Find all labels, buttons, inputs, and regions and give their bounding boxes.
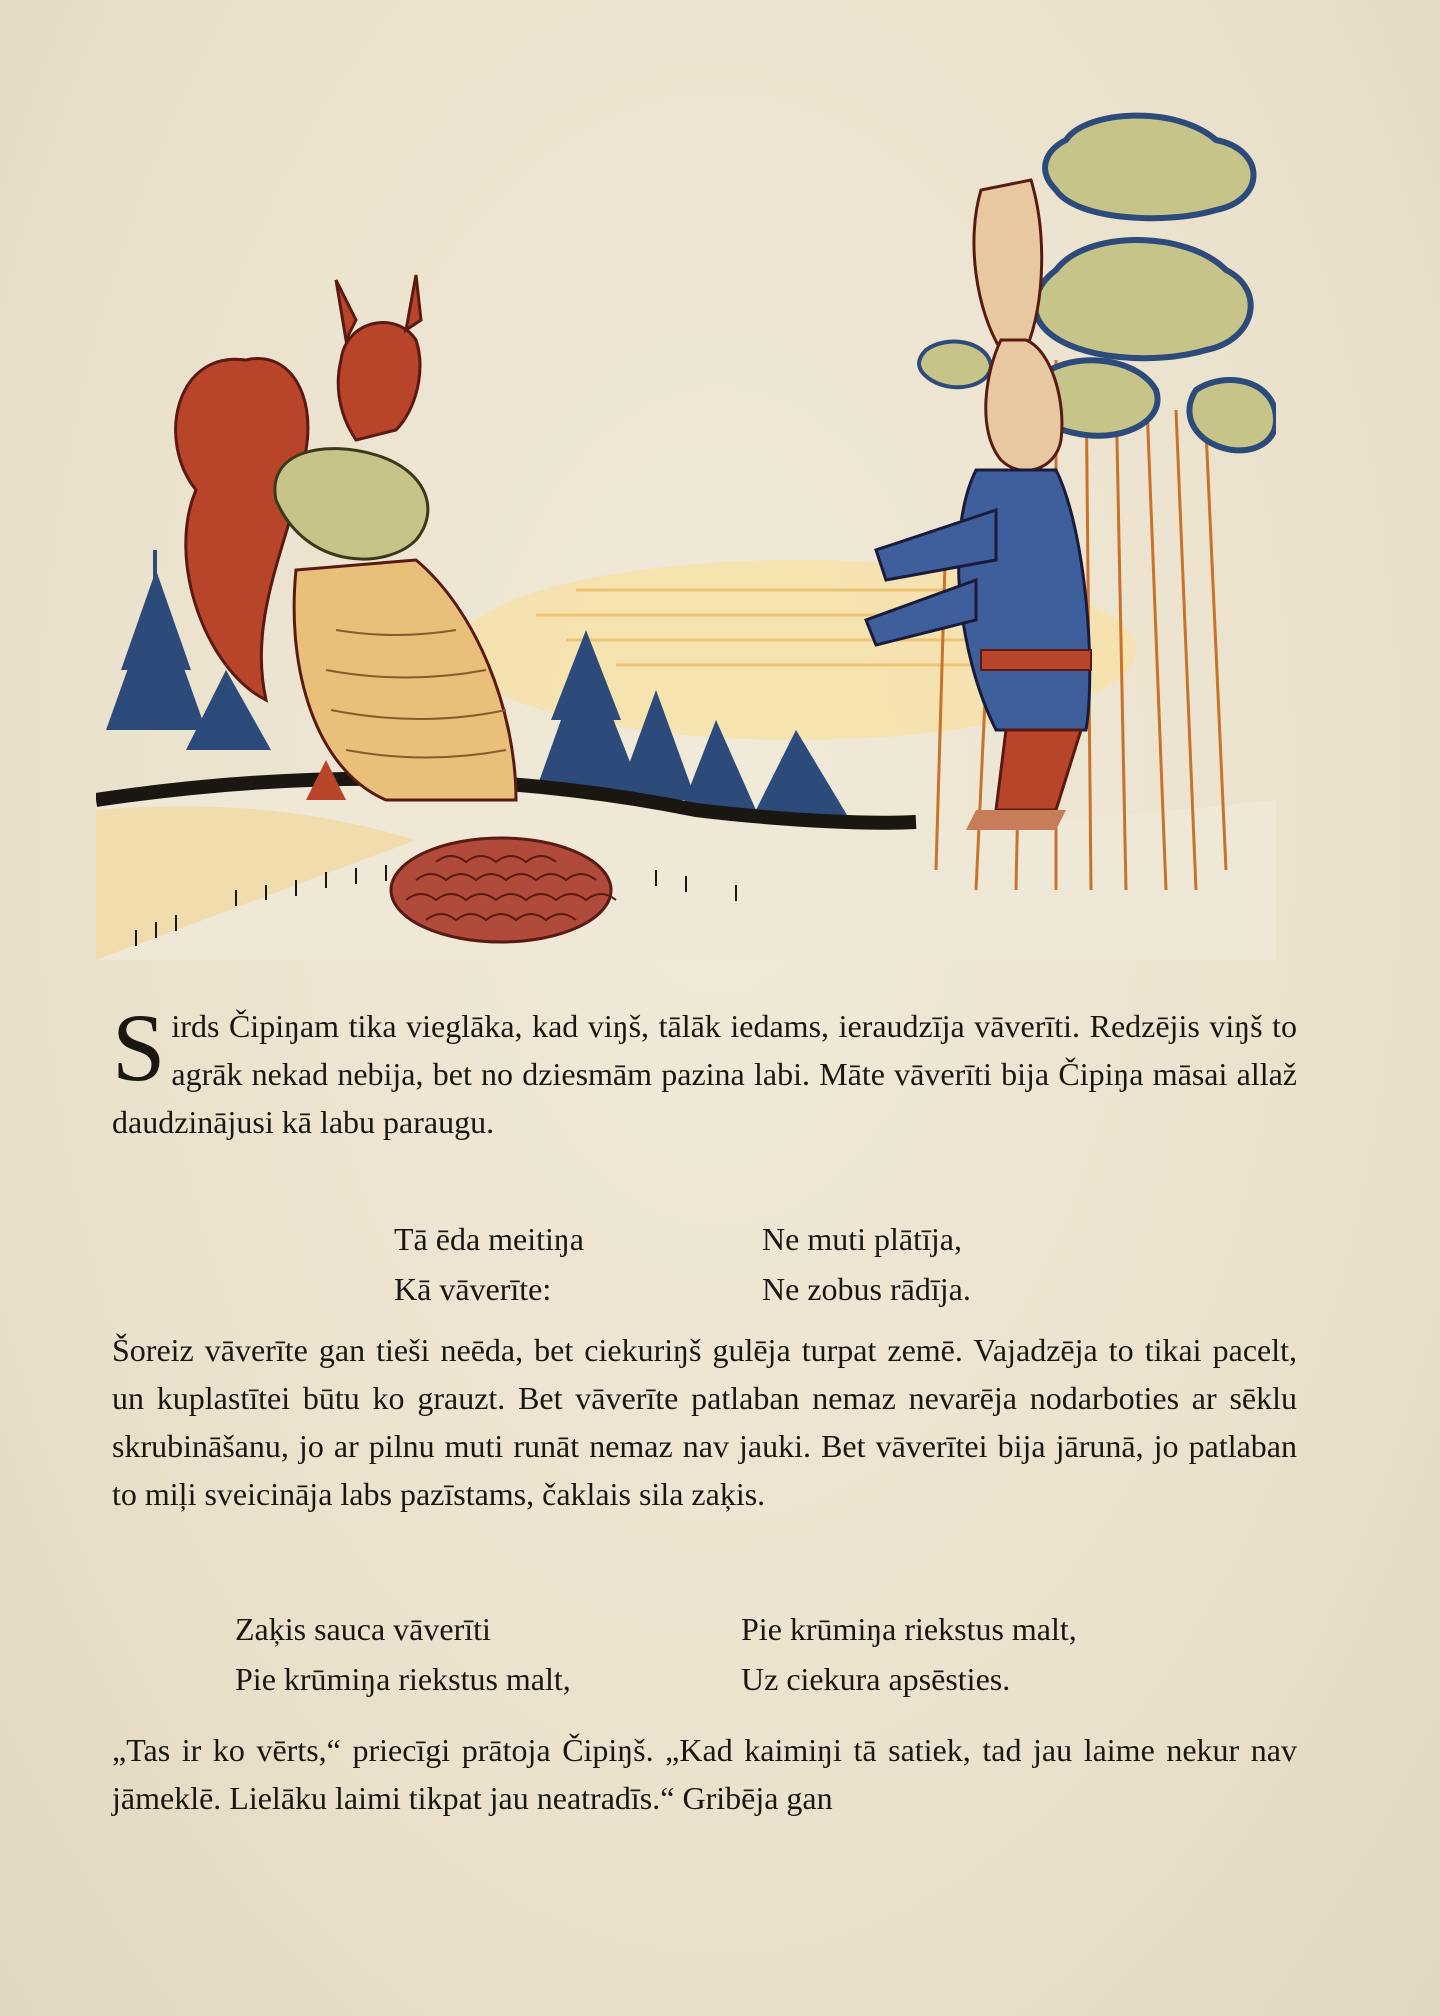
verse-line: Zaķis sauca vāverīti [235,1611,491,1647]
paragraph-3: „Tas ir ko vērts,“ priecīgi prātoja Čipiŋš. „Kad kaimiŋi tā satiek, tad jau laime nekur nav jāmeklē. Lielāku laimi tikpat jau neatradīs.“ Gribēja gan [112,1732,1297,1816]
verse-line: Ne muti plātīja, [762,1221,962,1257]
pine-cone [391,838,616,942]
verse-line: Kā vāverīte: [394,1271,552,1307]
verse-1-left [394,1214,762,1314]
verse-2-right [741,1604,1077,1704]
verse-line: Ne zobus rādīja. [762,1271,971,1307]
paragraph-2: Šoreiz vāverīte gan tieši neēda, bet ciekuriŋš gulēja turpat zemē. Vajadzēja to tikai pacelt, un kuplastītei būtu ko grauzt. Bet vāverīte patlaban nemaz nevarēja nodarboties ar sēklu skrubināšanu, jo ar pilnu muti runāt nemaz nav jauki. Bet vāverītei bija jārunā, jo patlaban to miļi sveicināja labs pazīstams, čaklais sila zaķis. [112,1332,1297,1512]
verse-1 [394,1214,1044,1314]
tree-canopy [919,116,1276,451]
verse-line: Pie krūmiŋa riekstus malt, [235,1661,571,1697]
verse-line: Uz ciekura apsēsties. [741,1661,1011,1697]
verse-2 [235,1604,1195,1704]
verse-2-left [235,1604,741,1704]
verse-line: Pie krūmiŋa riekstus malt, [741,1611,1077,1647]
paragraph-1-text: irds Čipiŋam tika vieglāka, kad viŋš, tālāk iedams, ieraudzīja vāverīti. Redzējis viŋš to agrāk nekad nebija, bet no dziesmām pazina labi. Māte vāverīti bija Čipiŋa māsai allaž daudzinājusi kā labu paraugu. [112,1008,1297,1140]
drop-cap: S [112,994,166,1101]
paragraph-1 [112,994,1297,1146]
verse-line: Tā ēda meitiŋa [394,1221,584,1257]
verse-1-right [762,1214,971,1314]
squirrel-and-hare-illustration [96,110,1276,960]
